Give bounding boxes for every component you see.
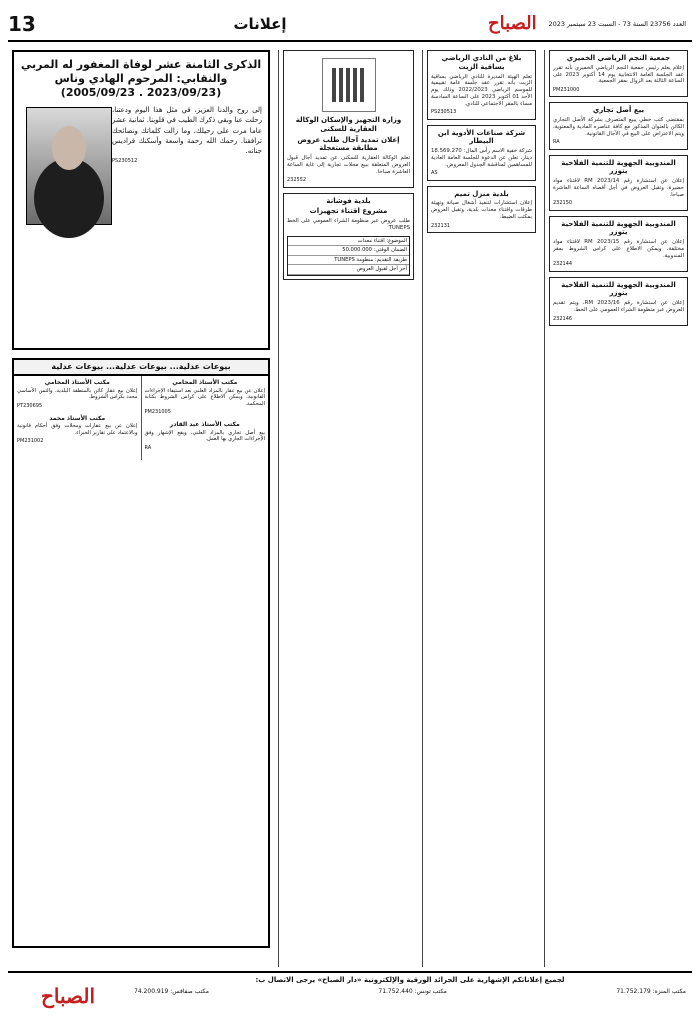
masthead <box>482 9 692 39</box>
ad-reference: PM231000 <box>553 87 580 93</box>
judicial-notice <box>145 421 266 451</box>
ad-title: شركة صناعات الأدوية ابن البيطار <box>437 128 526 146</box>
ad-text: بمقتضى كتب خطي يبيع المتصرف بشركة الأصل التجاري الكائن بالعنوان المذكور مع كافة عناصره المادية والمعنوية، ويتم الاعتراض على البيع في الآجال القانونية. <box>553 117 684 137</box>
page-footer <box>8 971 692 1019</box>
table-row: آخر أجل لقبول العروض <box>288 265 409 275</box>
notice-text: بيع أصل تجاري بالمزاد العلني، ويقع الإشهار وفق الإجراءات الجاري بها العمل. <box>144 429 265 443</box>
agency-logo <box>322 58 376 112</box>
memorial-text: إلى روح والدنا العزيز، في مثل هذا اليوم ودعتنا، رحلت عنا وبقي ذكرك الطيب في قلوبنا. ثمانية عشر عاما مرت على رحيلك، وما زالت كلماتك ونصائحك ترافقنا. رحمك الله رحمة واسعة وأسكنك فراديس جنانه. <box>112 106 262 155</box>
notice-reference: RA <box>144 444 152 451</box>
ad-box <box>549 50 688 97</box>
judicial-sales-section <box>12 358 270 948</box>
ad-subtitle: إعلان تمديد آجال طلب عروض مطابقة مستعجلة <box>297 135 400 153</box>
ad-subtitle: مشروع اقتناء تجهيزات <box>309 207 388 216</box>
ad-text: تعلم الوكالة العقارية للسكنى عن تمديد آجال قبول العروض المتعلقة ببيع محلات تجارية إلى غاية الساعة العاشرة صباحا. <box>287 155 410 175</box>
housing-ad <box>283 50 414 188</box>
notice-reference: PT230695 <box>17 402 43 409</box>
ad-title: بلدية فوشانة <box>326 196 371 205</box>
judicial-notice <box>17 379 138 409</box>
tender-ad <box>283 193 414 280</box>
ad-title: وزارة التجهيز والإسكان الوكالة العقارية للسكنى <box>295 116 402 133</box>
memorial-reference: PS230512 <box>112 157 138 164</box>
footer-headline: لجميع إعلاناتكم الإشهارية على الجرائد الورقية والإلكترونية «دار الصباح» يرجى الاتصال ب: <box>255 976 565 984</box>
brand-logo: الصباح <box>488 12 537 34</box>
memorial-title: الذكرى الثامنة عشر لوفاة المغفور له المربي والنقابي: المرحوم الهادي وناس (2023/09/23 . 2005/09/23) <box>20 58 262 99</box>
notice-title: مكتب الأستاذ المحامي <box>44 379 110 386</box>
ad-reference: RA <box>553 139 560 146</box>
ad-text: إعلان عن استشارة رقم 2023/14 RM لاقتناء مواد حضيرة، وتقبل العروض في أجل أقصاه الساعة العاشرة صباحا. <box>553 178 684 198</box>
ad-reference: 232150 <box>553 200 573 207</box>
notice-text: إعلان عن بيع عقارات ومحلات وفق أحكام قانونية وبالاعتماد على تقارير الخبراء. <box>17 423 138 436</box>
ad-reference: AS <box>431 170 438 177</box>
judicial-notice <box>145 379 266 415</box>
ad-text: طلب عروض عبر منظومة الشراء العمومي على الخط TUNEPS <box>287 218 410 231</box>
center-ad-column <box>278 50 418 967</box>
ad-title: جمعية النجم الرياضي الخميري <box>566 54 671 62</box>
judicial-columns <box>14 376 268 460</box>
ad-title: بيع أصل تجاري <box>592 106 645 115</box>
ad-box <box>549 155 688 211</box>
ad-title: المندوبية الجهوية للتنمية الفلاحية بتوزر <box>561 158 676 176</box>
contact-item: مكتب صفاقس: 74.200.919 <box>134 987 209 995</box>
ad-box <box>427 50 536 120</box>
tender-table <box>287 236 410 276</box>
ad-title: بلدية منزل تميم <box>454 189 509 198</box>
middle-ad-column <box>422 50 540 967</box>
notice-title: مكتب الأستاذ محمد <box>49 414 106 422</box>
ad-title: المندوبية الجهوية للتنمية الفلاحية بتوزر <box>561 219 676 237</box>
table-row: طريقة التقديم: منظومة TUNEPS <box>288 256 409 266</box>
ad-reference: 232146 <box>553 315 573 322</box>
ad-box <box>549 277 688 326</box>
notice-reference: PM231002 <box>17 438 44 445</box>
ad-text: إعلان عن استشارة رقم 2023/16 RM، ويتم تقديم العروض عبر منظومة الشراء العمومي على الخط. <box>553 300 684 313</box>
ad-box <box>427 125 536 181</box>
ad-box <box>549 102 688 149</box>
ad-text: تعلم الهيئة المديرة للنادي الرياضي بساقية الزيت بأنه تقرر عقد جلسة عامة تقييمية للموسم الرياضي 2022/2023 وذلك يوم الأحد 01 أكتوبر 2023 على الساعة السادسة مساء بالمقر الاجتماعي للنادي. <box>431 73 532 107</box>
notice-title: مكتب الأستاذ المحامي <box>172 379 238 386</box>
judicial-column <box>141 376 269 460</box>
contact-list <box>134 988 686 996</box>
left-section <box>8 50 274 967</box>
notice-text: إعلان بيع عقار كائن بالمنطقة البلدية، والثمن الأساسي محدد بكراس الشروط. <box>17 387 138 400</box>
judicial-column <box>14 376 141 460</box>
page-number: 13 <box>8 11 36 36</box>
notice-reference: PM231005 <box>144 409 171 415</box>
notice-title: مكتب الأستاذ عبد القادر <box>169 421 240 429</box>
ad-box <box>427 186 536 233</box>
ad-title: المندوبية الجهوية للتنمية الفلاحية بتوزر <box>561 280 676 298</box>
contact-item: مكتب المنزه: 71.752.179 <box>616 987 686 995</box>
judicial-sales-title: بيوعات عدلية... بيوعات عدلية... بيوعات عدلية <box>14 360 268 376</box>
page-header <box>8 8 692 42</box>
section-title: إعلانات <box>233 14 287 33</box>
ad-title: بلاغ من النادي الرياضي بساقية الزيت <box>441 54 522 71</box>
ad-reference: 232131 <box>431 222 451 229</box>
contact-item: مكتب تونس: 71.752.440 <box>378 987 447 995</box>
footer-brand-logo: الصباح <box>40 983 96 1008</box>
right-ad-column <box>544 50 692 967</box>
table-row: الموضوع: اقتناء معدات <box>288 237 409 247</box>
ad-reference: PS230513 <box>431 109 457 116</box>
ad-text: إعلان عن استشارة رقم 2023/15 RM لاقتناء مواد مختلفة، ويمكن الاطلاع على كراس الشروط بمقر المندوبية. <box>553 239 684 259</box>
ad-reference: 232552 <box>287 177 307 184</box>
ad-reference: 232144 <box>553 261 573 268</box>
judicial-notice <box>17 415 138 445</box>
memorial-notice <box>12 50 270 350</box>
footer-contact-box <box>128 973 692 1019</box>
portrait-image <box>26 107 112 225</box>
ad-text: إعلان استشارات لتنفيذ أشغال صيانة وتهيئة طرقات واقتناء معدات بلدية، وتقبل العروض بمكتب الضبط. <box>431 200 532 220</box>
ad-text: شركة خفية الاسم رأس المال: 18.569.270 دينار، تعلن عن الدعوة للجلسة العامة العادية للمساهمين لمناقشة الجدول المعروض. <box>431 148 532 168</box>
ad-box <box>549 216 688 272</box>
issue-info: العدد 23756 السنة 73 - السبت 23 سبتمبر 2023 <box>548 19 686 28</box>
table-row: الضمان الوقتي: 50.000.000 <box>288 246 409 256</box>
ad-text: إعلام يعلم رئيس جمعية النجم الرياضي الخميري بأنه تقرر عقد الجلسة العامة الانتخابية يوم 14 أكتوبر 2023 على الساعة الثالثة بعد الزوال بمقر الجمعية. <box>553 64 684 85</box>
building-icon <box>332 68 366 102</box>
notice-text: إعلان عن بيع عقار بالمزاد العلني بعد استيفاء الإجراءات القانونية، ويمكن الاطلاع على كراس الشروط بكتابة المحكمة. <box>144 387 265 407</box>
